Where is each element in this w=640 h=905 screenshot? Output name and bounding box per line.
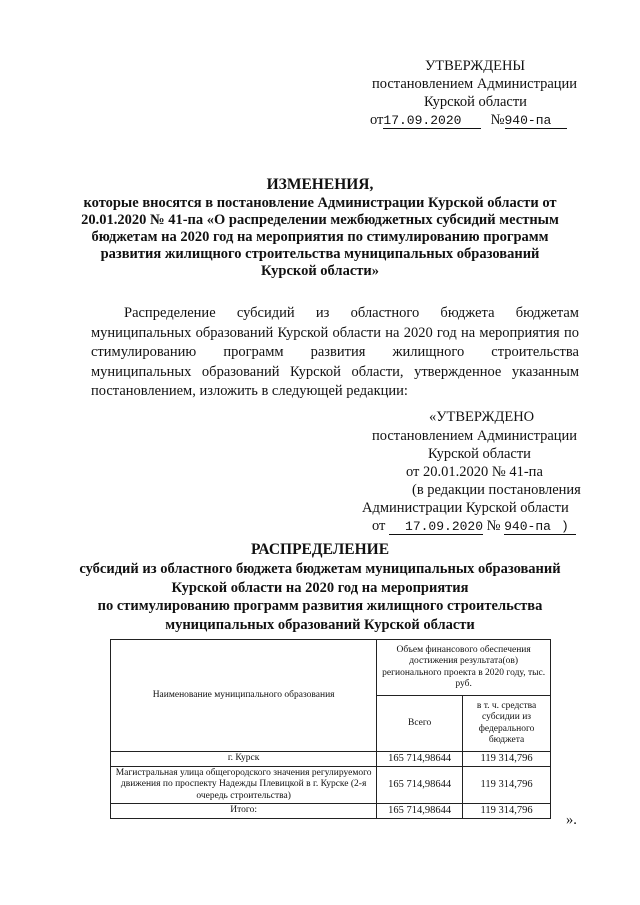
quote-line-5: Администрации Курской области (362, 500, 569, 516)
quote-line-4: (в редакции постановления (412, 482, 581, 498)
quote-date-line (372, 518, 576, 535)
header-federal: в т. ч. средства субсидии из федерального бюджета (463, 696, 551, 752)
row-federal: 119 314,796 (463, 766, 551, 804)
approval-date: 17.09.2020 (383, 114, 481, 129)
quote-line-3: от 20.01.2020 № 41-па (406, 464, 543, 480)
quote-date: 17.09.2020 (389, 520, 483, 535)
row-federal: 119 314,796 (463, 752, 551, 767)
distribution-subtitle (40, 560, 600, 634)
table-row (111, 804, 551, 819)
row-total: 165 714,98644 (377, 804, 463, 819)
row-name: г. Курск (111, 752, 377, 767)
row-total: 165 714,98644 (377, 752, 463, 767)
quote-line-2: Курской области (428, 446, 531, 462)
header-total: Всего (377, 696, 463, 752)
changes-line: Курской области» (261, 263, 379, 279)
quote-date-prefix: от (372, 518, 386, 534)
distribution-table (110, 639, 551, 819)
distribution-title: РАСПРЕДЕЛЕНИЕ (250, 541, 390, 558)
approval-line-2: Курской области (424, 94, 527, 110)
table-row (111, 752, 551, 767)
changes-line: которые вносятся в постановление Администрации Курской области от (83, 195, 557, 211)
approval-line-1: постановлением Администрации (372, 76, 578, 92)
changes-line: развития жилищного строительства муниципальных образований (100, 246, 540, 262)
approval-title: УТВЕРЖДЕНЫ (425, 58, 526, 74)
table-row (111, 766, 551, 804)
quote-line-1: постановлением Администрации (372, 428, 578, 444)
closing-mark: ». (566, 812, 577, 828)
distribution-line: по стимулированию программ развития жилищного строительства (97, 598, 543, 614)
quote-number-prefix: № (486, 518, 501, 534)
quote-number: 940-па ) (504, 520, 576, 535)
changes-title: ИЗМЕНЕНИЯ, (266, 176, 374, 193)
quote-title: «УТВЕРЖДЕНО (429, 409, 535, 425)
body-paragraph (91, 304, 579, 402)
row-name: Магистральная улица общегородского значения регулируемого движения по проспекту Надежды Плевицкой в г. Курске (2-я очередь строительства) (111, 766, 377, 804)
approval-date-line (370, 112, 567, 129)
row-name: Итого: (111, 804, 377, 819)
approval-date-prefix: от (370, 112, 384, 128)
changes-line: бюджетам на 2020 год на мероприятия по стимулированию программ (91, 229, 549, 245)
header-volume: Объем финансового обеспечения достижения результата(ов) регионального проекта в 2020 году, тыс. руб. (377, 640, 551, 696)
header-name: Наименование муниципального образования (111, 640, 377, 752)
changes-line: 20.01.2020 № 41-па «О распределении межбюджетных субсидий местным (81, 212, 559, 228)
distribution-line: Курской области на 2020 год на мероприятия (171, 579, 469, 596)
distribution-line: муниципальных образований Курской области (165, 616, 475, 633)
body-text: Распределение субсидий из областного бюджета бюджетам муниципальных образований Курской области на 2020 год на мероприятия по стимулированию программ развития жилищного строительства муниципальных образований Курской области, утвержденное указанным постановлением, изложить в следующей редакции: (91, 305, 579, 399)
row-total: 165 714,98644 (377, 766, 463, 804)
table-header-row (111, 640, 551, 696)
approval-number: 940-па (505, 114, 567, 129)
row-federal: 119 314,796 (463, 804, 551, 819)
approval-number-prefix: № (490, 112, 505, 128)
changes-subtitle (60, 195, 580, 280)
distribution-line: субсидий из областного бюджета бюджетам муниципальных образований (79, 561, 561, 577)
